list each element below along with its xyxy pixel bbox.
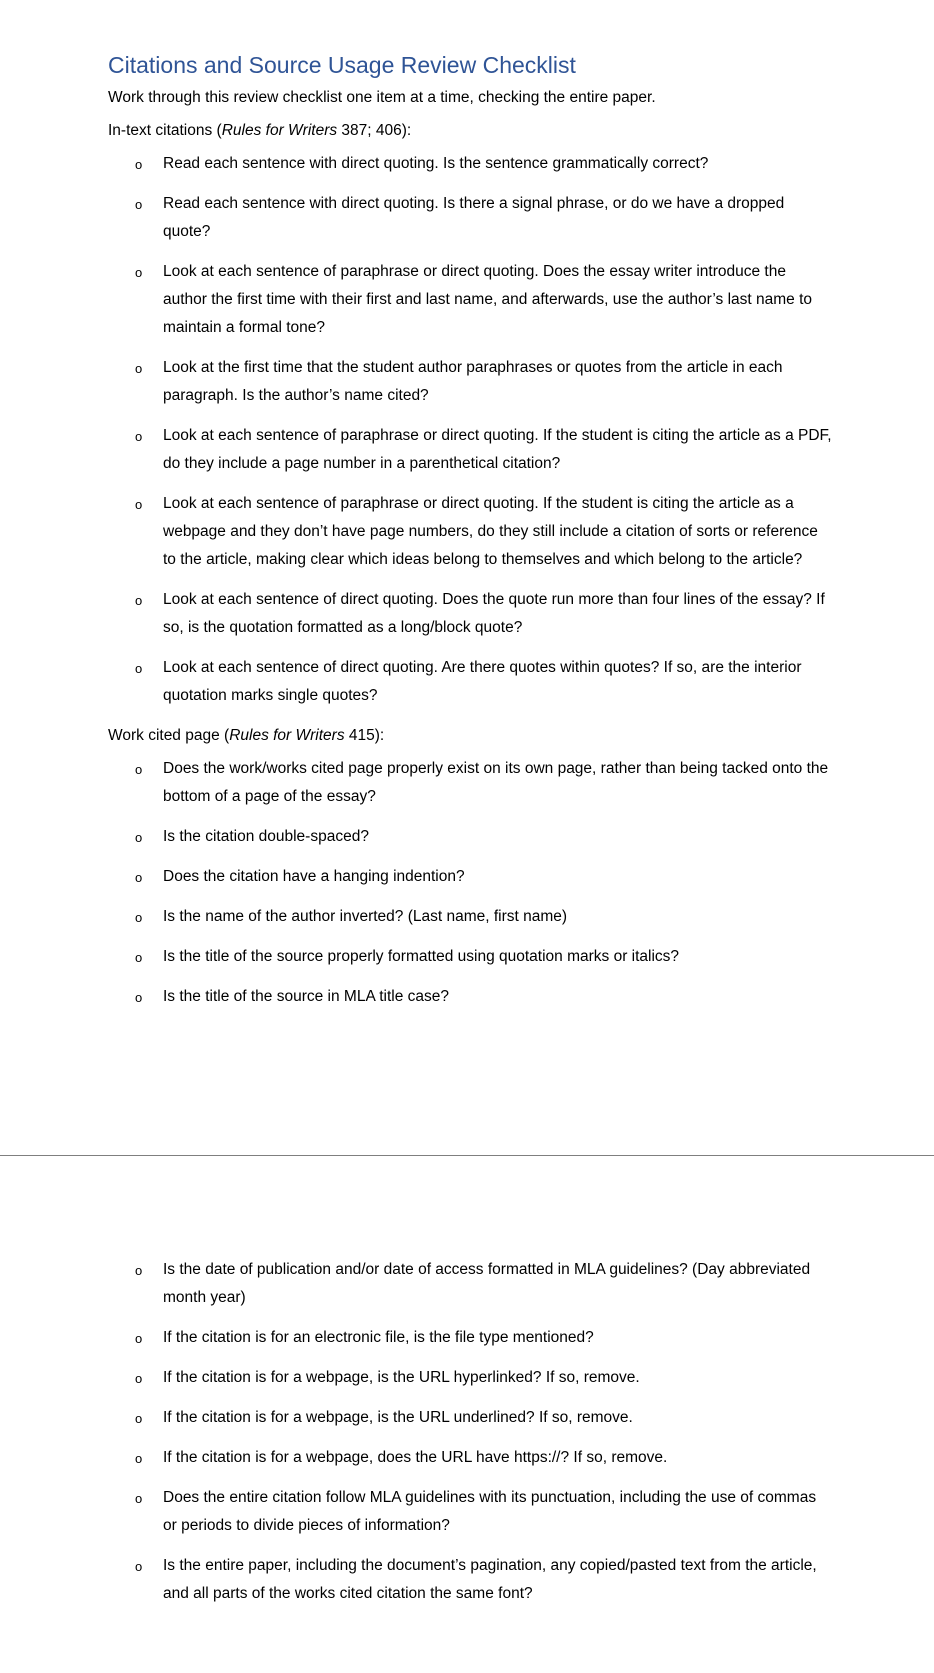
checklist-item-text: Does the work/works cited page properly exist on its own page, rather than being tacked onto the bottom of a page of the essay?	[163, 760, 829, 805]
checklist-item	[108, 943, 834, 971]
page-break-divider	[0, 1155, 934, 1156]
bullet-icon: o	[135, 593, 143, 608]
checklist-item-text: Look at each sentence of paraphrase or direct quoting. If the student is citing the article as a PDF, do they include a page number in a parenthetical citation?	[163, 427, 832, 472]
bullet-icon: o	[135, 762, 143, 777]
bullet-icon: o	[135, 990, 143, 1005]
checklist-item-text: Look at the first time that the student author paraphrases or quotes from the article in each paragraph. Is the author’s name cited?	[163, 359, 783, 404]
document-title: Citations and Source Usage Review Checklist	[108, 52, 576, 78]
in-text-checklist	[108, 150, 834, 710]
checklist-item-text: Is the citation double-spaced?	[163, 828, 369, 845]
checklist-item	[108, 983, 834, 1011]
bullet-icon: o	[135, 1559, 143, 1574]
checklist-item	[108, 903, 834, 931]
checklist-item	[108, 586, 834, 642]
checklist-item	[108, 654, 834, 710]
checklist-item	[108, 490, 834, 574]
checklist-item	[108, 1256, 834, 1312]
checklist-item	[108, 1404, 834, 1432]
checklist-item	[108, 1324, 834, 1352]
checklist-item-text: If the citation is for a webpage, is the URL underlined? If so, remove.	[163, 1409, 633, 1426]
section-heading-works-cited	[108, 722, 834, 750]
bullet-icon: o	[135, 497, 143, 512]
bullet-icon: o	[135, 1371, 143, 1386]
bullet-icon: o	[135, 950, 143, 965]
checklist-item-text: Does the entire citation follow MLA guidelines with its punctuation, including the use of commas or periods to divide pieces of information?	[163, 1489, 817, 1534]
heading-suffix: 415):	[344, 727, 385, 744]
checklist-item-text: Is the title of the source properly formatted using quotation marks or italics?	[163, 948, 680, 965]
checklist-item-text: Does the citation have a hanging indention?	[163, 868, 465, 885]
checklist-item-text: Is the title of the source in MLA title case?	[163, 988, 450, 1005]
checklist-item	[108, 755, 834, 811]
checklist-item	[108, 1444, 834, 1472]
heading-book-title: Rules for Writers	[229, 727, 345, 744]
bullet-icon: o	[135, 1491, 143, 1506]
bullet-icon: o	[135, 870, 143, 885]
bullet-icon: o	[135, 1331, 143, 1346]
section-heading-in-text	[108, 117, 834, 145]
checklist-item-text: Look at each sentence of direct quoting. Does the quote run more than four lines of the essay? If so, is the quotation formatted as a long/block quote?	[163, 591, 825, 636]
checklist-item	[108, 1364, 834, 1392]
intro-text: Work through this review checklist one item at a time, checking the entire paper.	[108, 89, 656, 106]
checklist-item	[108, 863, 834, 891]
checklist-item-text: Look at each sentence of paraphrase or direct quoting. If the student is citing the article as a webpage and they don’t have page numbers, do they still include a citation of sorts or reference to the article, making clear which ideas belong to themselves and which belong to the article?	[163, 495, 818, 568]
checklist-item	[108, 422, 834, 478]
works-cited-checklist	[108, 755, 834, 1011]
checklist-item	[108, 354, 834, 410]
checklist-item	[108, 1484, 834, 1540]
bullet-icon: o	[135, 1263, 143, 1278]
checklist-item	[108, 823, 834, 851]
checklist-item	[108, 190, 834, 246]
heading-prefix: In-text citations (	[108, 122, 222, 139]
works-cited-checklist-continued	[108, 1256, 834, 1608]
checklist-item-text: If the citation is for a webpage, is the URL hyperlinked? If so, remove.	[163, 1369, 640, 1386]
checklist-item	[108, 150, 834, 178]
checklist-item-text: Is the name of the author inverted? (Last name, first name)	[163, 908, 568, 925]
heading-book-title: Rules for Writers	[221, 122, 338, 139]
checklist-item	[108, 1552, 834, 1608]
bullet-icon: o	[135, 157, 143, 172]
bullet-icon: o	[135, 661, 143, 676]
checklist-item-text: Is the date of publication and/or date of access formatted in MLA guidelines? (Day abbreviated month year)	[163, 1261, 811, 1306]
checklist-item	[108, 258, 834, 342]
checklist-item-text: Is the entire paper, including the document’s pagination, any copied/pasted text from the article, and all parts of the works cited citation the same font?	[163, 1557, 817, 1602]
checklist-item-text: If the citation is for a webpage, does the URL have https://? If so, remove.	[163, 1449, 668, 1466]
bullet-icon: o	[135, 830, 143, 845]
bullet-icon: o	[135, 429, 143, 444]
heading-prefix: Work cited page (	[108, 727, 230, 744]
checklist-item-text: If the citation is for an electronic file, is the file type mentioned?	[163, 1329, 594, 1346]
checklist-item-text: Look at each sentence of paraphrase or direct quoting. Does the essay writer introduce the author the first time with their first and last name, and afterwards, use the author’s last name to maintain a formal tone?	[163, 263, 813, 336]
bullet-icon: o	[135, 1451, 143, 1466]
page-2	[108, 1256, 834, 1620]
bullet-icon: o	[135, 265, 143, 280]
bullet-icon: o	[135, 910, 143, 925]
page-1	[108, 46, 834, 1023]
checklist-item-text: Read each sentence with direct quoting. Is the sentence grammatically correct?	[163, 155, 709, 172]
bullet-icon: o	[135, 197, 143, 212]
checklist-item-text: Read each sentence with direct quoting. Is there a signal phrase, or do we have a dropped quote?	[163, 195, 785, 240]
checklist-item-text: Look at each sentence of direct quoting. Are there quotes within quotes? If so, are the interior quotation marks single quotes?	[163, 659, 802, 704]
heading-suffix: 387; 406):	[337, 122, 412, 139]
bullet-icon: o	[135, 1411, 143, 1426]
bullet-icon: o	[135, 361, 143, 376]
